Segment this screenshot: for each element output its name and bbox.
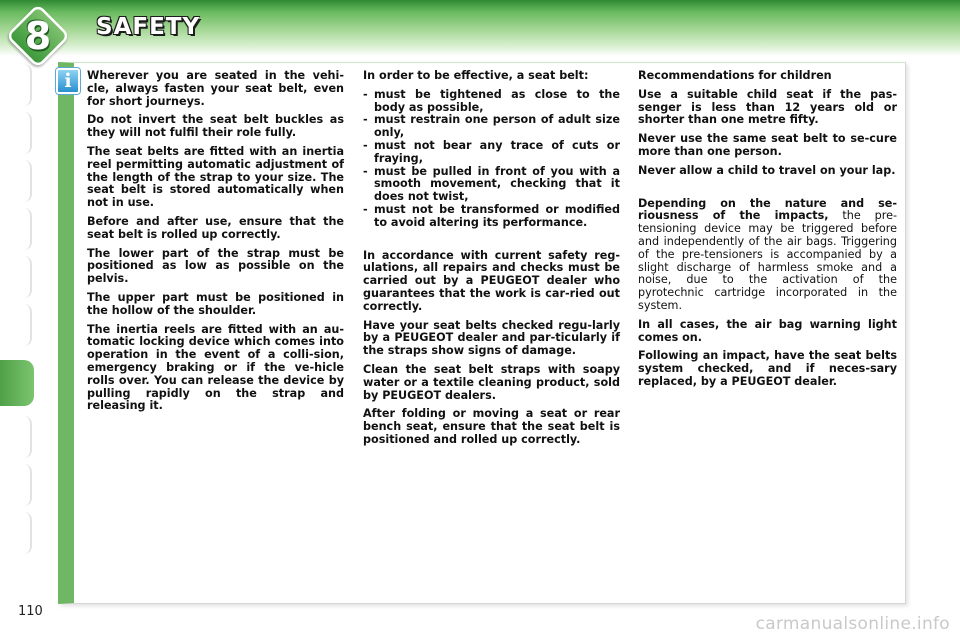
side-tab-2[interactable] — [8, 112, 32, 154]
paragraph: The upper part must be positioned in the hollow of the shoulder. — [87, 290, 344, 317]
side-tab-4[interactable] — [8, 208, 32, 250]
paragraph: Clean the seat belt straps with soapy water or a textile cleaning product, sold by PEUGEOT dealers. — [363, 362, 620, 402]
page-title: SAFETY — [96, 14, 201, 40]
side-tab-active[interactable] — [0, 360, 34, 406]
column-effectiveness — [363, 70, 620, 453]
dash-bullet: - — [363, 202, 368, 216]
paragraph: Following an impact, have the seat belts system checked, and if neces-sary replaced, by a PEUGEOT dealer. — [638, 349, 897, 388]
side-tab-6[interactable] — [8, 304, 32, 346]
side-tab-3[interactable] — [8, 160, 32, 202]
section-heading: Recommendations for children — [638, 69, 832, 82]
impact-lead: Depending on the nature and se-riousness of the impacts, — [638, 196, 897, 223]
side-tab-8[interactable] — [8, 416, 32, 458]
side-tab-9[interactable] — [8, 464, 32, 506]
column-seat-belts — [87, 70, 344, 419]
list-item — [363, 204, 620, 230]
dash-bullet: - — [363, 113, 368, 127]
side-tab-1[interactable] — [8, 64, 32, 106]
chapter-side-tabs — [0, 56, 40, 576]
dash-bullet: - — [363, 164, 368, 178]
list-item — [363, 166, 620, 204]
list-item — [363, 140, 620, 166]
paragraph: The seat belts are fitted with an inertia reel permitting automatic adjustment of the length of the strap to your size. The seat belt is stored automatically when not in use. — [87, 144, 344, 210]
list-item-text: must not bear any trace of cuts or fraying, — [374, 138, 620, 165]
list-item-text: must be tightened as close to the body as possible, — [374, 87, 620, 114]
watermark: carmanualsonline.info — [755, 614, 950, 634]
paragraph: Do not invert the seat belt buckles as they will not fulfil their role fully. — [87, 113, 344, 140]
list-item-text: must not be transformed or modified to avoid altering its performance. — [374, 202, 620, 229]
column-children — [638, 70, 897, 395]
paragraph: Wherever you are seated in the vehi-cle, always fasten your seat belt, even for short journeys. — [87, 69, 344, 108]
paragraph: The lower part of the strap must be positioned as low as possible on the pelvis. — [87, 246, 344, 286]
list-item — [363, 114, 620, 140]
dash-bullet: - — [363, 138, 368, 152]
paragraph: In all cases, the air bag warning light comes on. — [638, 317, 897, 344]
paragraph: Before and after use, ensure that the seat belt is rolled up correctly. — [87, 214, 344, 241]
paragraph: The inertia reels are fitted with an au-tomatic locking device which comes into operation in the event of a colli-sion, emergency braking or if the ve-hicle rolls over. You can release the device by pulling rapidly on the strap and releasing it. — [87, 322, 344, 413]
dash-bullet: - — [363, 87, 368, 101]
spacer — [638, 184, 897, 198]
side-tab-10[interactable] — [8, 512, 32, 554]
chapter-number: 8 — [24, 14, 52, 58]
impact-body: the pre-tensioning device may be triggered before and independently of the air bags. Triggering of the pre-tensioners is accompanied by a slight discharge of harmless smoke and a noise, due to the activation of the pyrotechnic cartridge incorporated in the system. — [638, 209, 897, 312]
impact-paragraph — [638, 198, 897, 313]
paragraph: Use a suitable child seat if the pas-senger is less than 12 years old or shorter than one metre fifty. — [638, 87, 897, 127]
spacer — [363, 236, 620, 250]
page-number: 110 — [18, 604, 43, 619]
paragraph: Never allow a child to travel on your lap. — [638, 163, 896, 177]
paragraph: Have your seat belts checked regu-larly by a PEUGEOT dealer and par-ticularly if the straps show signs of damage. — [363, 318, 620, 358]
paragraph: In accordance with current safety reg-ulations, all repairs and checks must be carried out by a PEUGEOT dealer who guarantees that the work is car-ried out correctly. — [363, 248, 620, 313]
list-item-text: must restrain one person of adult size only, — [374, 113, 620, 140]
paragraph: Never use the same seat belt to se-cure more than one person. — [638, 132, 897, 158]
list-intro: In order to be effective, a seat belt: — [363, 69, 589, 82]
side-tab-5[interactable] — [8, 256, 32, 298]
list-item — [363, 89, 620, 115]
list-item-text: must be pulled in front of you with a smooth movement, checking that it does not twist, — [374, 164, 620, 204]
requirement-list — [363, 89, 620, 230]
info-icon: i — [56, 68, 80, 94]
paragraph: After folding or moving a seat or rear bench seat, ensure that the seat belt is positioned and rolled up correctly. — [363, 407, 620, 446]
